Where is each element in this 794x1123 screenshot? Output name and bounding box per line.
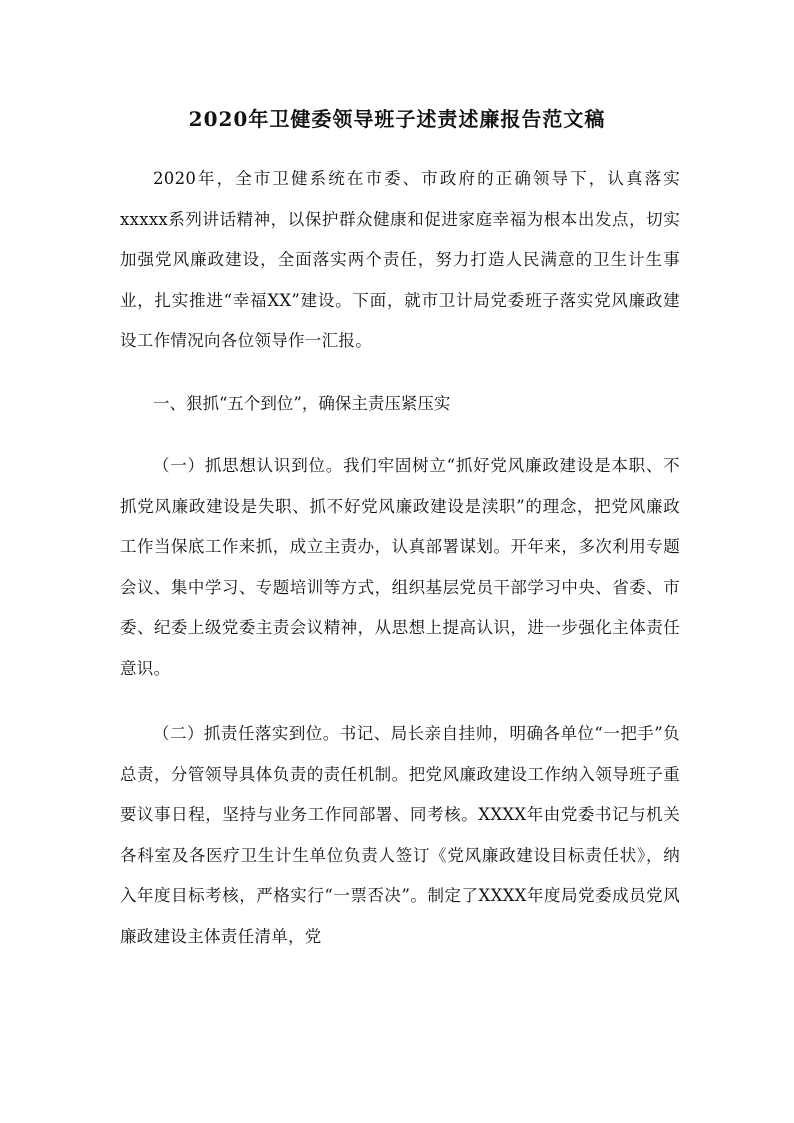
item-two-paragraph: （二）抓责任落实到位。书记、局长亲自挂帅，明确各单位“一把手”负总责，分管领导具体负责的责任机制。把党风廉政建设工作纳入领导班子重要议事日程，坚持与业务工作同部署、同考核。XXXX年由党委书记与机关各科室及各医疗卫生计生单位负责人签订《党风廉政建设目标责任状》，纳入年度目标考核，严格实行“一票否决”。制定了XXXX年度局党委成员党风廉政建设主体责任清单，党 bbox=[120, 724, 680, 946]
item-one-paragraph: （一）抓思想认识到位。我们牢固树立“抓好党风廉政建设是本职、不抓党风廉政建设是失职、抓不好党风廉政建设是渎职”的理念，把党风廉政工作当保底工作来抓，成立主责办，认真部署谋划。开年来，多次利用专题会议、集中学习、专题培训等方式，组织基层党员干部学习中央、省委、市委、纪委上级党委主责会议精神，从思想上提高认识，进一步强化主体责任意识。 bbox=[120, 456, 680, 678]
section-heading: 一、狠抓“五个到位”，确保主责压紧压实 bbox=[153, 394, 451, 413]
document-title: 2020年卫健委领导班子述责述廉报告范文稿 bbox=[188, 107, 606, 131]
intro-paragraph: 2020年，全市卫健系统在市委、市政府的正确领导下，认真落实xxxxx系列讲话精神，以保护群众健康和促进家庭幸福为根本出发点，切实加强党风廉政建设，全面落实两个责任，努力打造人民满意的卫生计生事业，扎实推进“幸福XX”建设。下面，就市卫计局党委班子落实党风廉政建设工作情况向各位领导作一汇报。 bbox=[120, 169, 680, 350]
